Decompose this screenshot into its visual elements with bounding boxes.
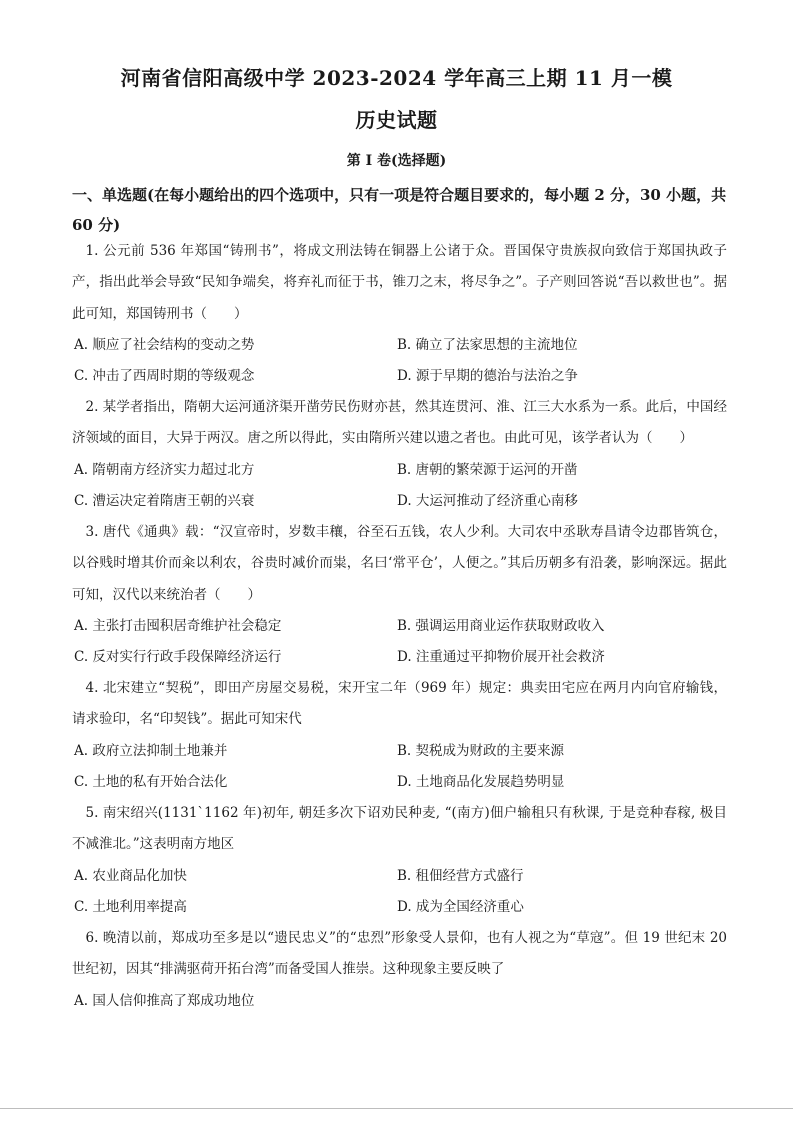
question-6-stem: 6. 晚清以前，郑成功至多是以“遗民忠义”的“忠烈”形象受人景仰，也有人视之为“草寇”。但 19 世纪末 20 世纪初，因其“排满驱荷开拓台湾”而备受国人推崇。这种现象主要反映了 <box>72 930 727 978</box>
question-3-option-c[interactable]: C. 反对实行行政手段保障经济运行 <box>74 649 282 665</box>
question-3-stem: 3. 唐代《通典》载：“汉宣帝时，岁数丰穰，谷至石五钱，农人少利。大司农中丞耿寿昌请令边郡皆筑仓，以谷贱时增其价而籴以利农，谷贵时减价而粜，名曰‘常平仓’，人便之。”其后历朝多有沿袭，影响深远。据此可知，汉代以来统治者（ ） <box>72 524 727 603</box>
question-3-option-b[interactable]: B. 强调运用商业运作获取财政收入 <box>397 618 605 634</box>
question-1-stem: 1. 公元前 536 年郑国“铸刑书”，将成文刑法铸在铜器上公诸于众。晋国保守贵族叔向致信于郑国执政子产，指出此举会导致“民知争端矣，将弃礼而征于书，锥刀之末，将尽争之”。子产则回答说“吾以救世也”。据此可知，郑国铸刑书（ ） <box>72 243 727 322</box>
question-5-stem: 5. 南宋绍兴(1131`1162 年)初年, 朝廷多次下诏劝民种麦, “(南方)佃户输租只有秋课, 于是竞种春稼, 极目不减淮北。”这表明南方地区 <box>72 805 727 853</box>
question-5-option-b[interactable]: B. 租佃经营方式盛行 <box>397 868 524 884</box>
question-5-option-a[interactable]: A. 农业商品化加快 <box>74 868 187 884</box>
question-2-stem: 2. 某学者指出，隋朝大运河通济渠开凿劳民伤财亦甚，然其连贯河、淮、江三大水系为一系。此后，中国经济领域的面目，大异于两汉。唐之所以得此，实由隋所兴建以遗之者也。由此可见，该学者认为（ ） <box>72 399 727 447</box>
question-2-option-d[interactable]: D. 大运河推动了经济重心南移 <box>397 493 578 509</box>
question-5-option-c[interactable]: C. 土地利用率提高 <box>74 899 187 915</box>
question-1-option-c[interactable]: C. 冲击了西周时期的等级观念 <box>74 368 255 384</box>
question-1-option-a[interactable]: A. 顺应了社会结构的变动之势 <box>74 337 255 353</box>
question-4-stem: 4. 北宋建立“契税”，即田产房屋交易税，宋开宝二年（969 年）规定：典卖田宅应在两月内向官府输钱，请求验印，名“印契钱”。据此可知宋代 <box>72 680 727 728</box>
question-4-option-b[interactable]: B. 契税成为财政的主要来源 <box>397 743 565 759</box>
question-2-option-c[interactable]: C. 漕运决定着隋唐王朝的兴衰 <box>74 493 255 509</box>
exam-title: 河南省信阳高级中学 2023-2024 学年高三上期 11 月一模 <box>120 66 673 90</box>
question-4-option-c[interactable]: C. 土地的私有开始合法化 <box>74 774 228 790</box>
question-3-option-a[interactable]: A. 主张打击囤积居奇维护社会稳定 <box>74 618 282 634</box>
question-1-option-b[interactable]: B. 确立了法家思想的主流地位 <box>397 337 578 353</box>
section-heading: 一、单选题(在每小题给出的四个选项中，只有一项是符合题目要求的，每小题 2 分，30 小题，共 60 分) <box>72 186 727 234</box>
page-bottom-divider <box>0 1108 793 1109</box>
question-6-option-a[interactable]: A. 国人信仰推高了郑成功地位 <box>74 993 255 1009</box>
question-4-option-d[interactable]: D. 土地商品化发展趋势明显 <box>397 774 565 790</box>
question-4-option-a[interactable]: A. 政府立法抑制土地兼并 <box>74 743 228 759</box>
question-1-option-d[interactable]: D. 源于早期的德治与法治之争 <box>397 368 578 384</box>
question-5-option-d[interactable]: D. 成为全国经济重心 <box>397 899 524 915</box>
exam-subject: 历史试题 <box>355 108 438 132</box>
question-2-option-a[interactable]: A. 隋朝南方经济实力超过北方 <box>74 462 255 478</box>
question-2-option-b[interactable]: B. 唐朝的繁荣源于运河的开凿 <box>397 462 578 478</box>
question-3-option-d[interactable]: D. 注重通过平抑物价展开社会救济 <box>397 649 605 665</box>
volume-heading: 第 I 卷(选择题) <box>346 153 447 169</box>
